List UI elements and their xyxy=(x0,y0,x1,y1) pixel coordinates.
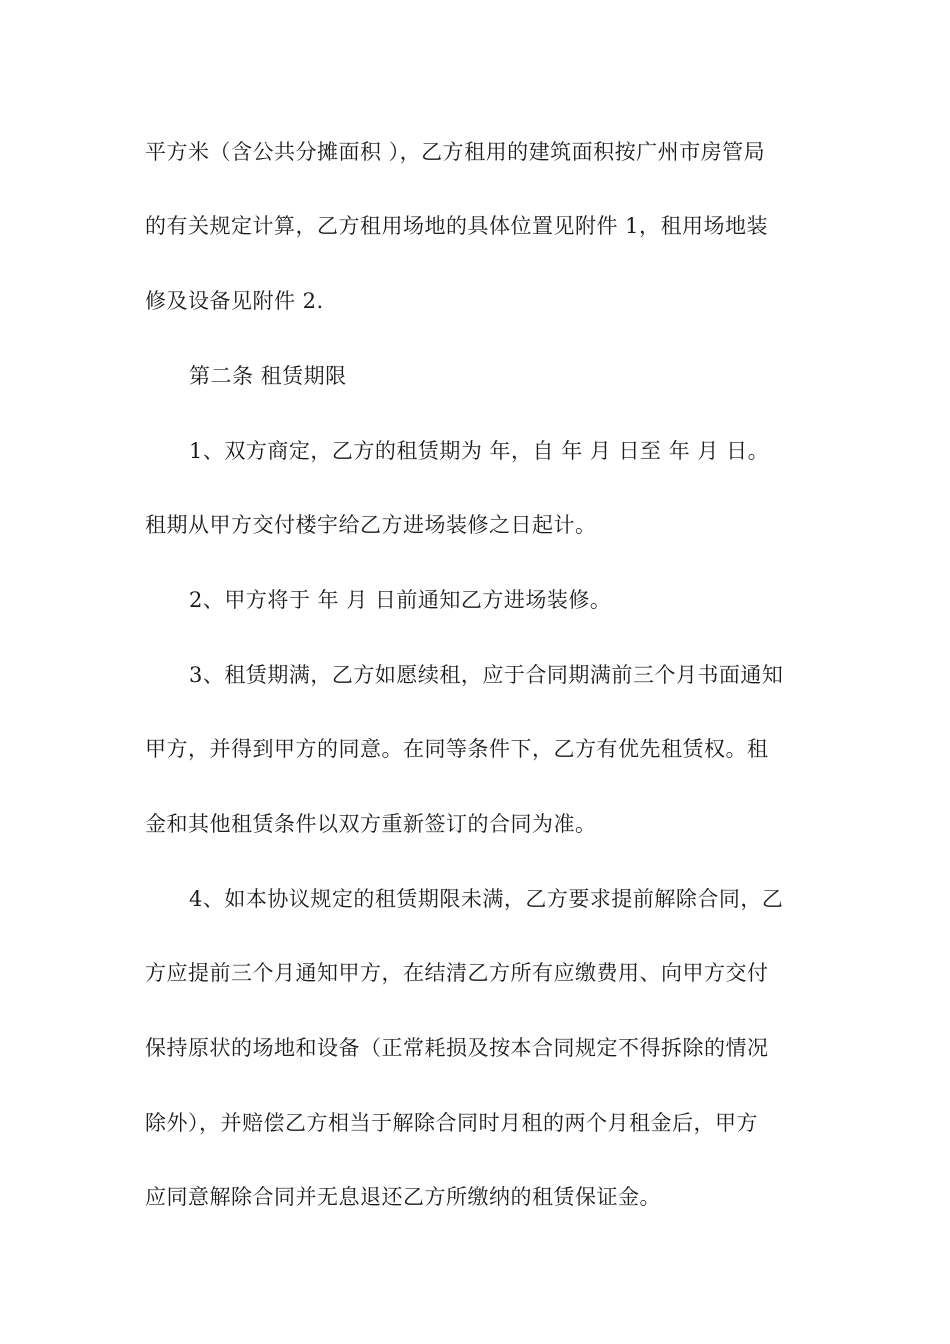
text-line: 的有关规定计算，乙方租用场地的具体位置见附件 1，租用场地装 xyxy=(145,214,769,238)
text-line: 应同意解除合同并无息退还乙方所缴纳的租赁保证金。 xyxy=(145,1185,661,1209)
text-line: 1、双方商定，乙方的租赁期为 年，自 年 月 日至 年 月 日。 xyxy=(189,439,770,463)
text-line: 保持原状的场地和设备（正常耗损及按本合同规定不得拆除的情况 xyxy=(145,1036,769,1060)
text-line: 金和其他租赁条件以双方重新签订的合同为准。 xyxy=(145,812,597,836)
section-heading: 第二条 租赁期限 xyxy=(189,364,347,388)
text-line: 租期从甲方交付楼宇给乙方进场装修之日起计。 xyxy=(145,513,597,537)
text-line: 3、租赁期满，乙方如愿续租，应于合同期满前三个月书面通知 xyxy=(189,663,784,687)
text-line: 方应提前三个月通知甲方，在结清乙方所有应缴费用、向甲方交付 xyxy=(145,961,769,985)
text-line: 除外），并赔偿乙方相当于解除合同时月租的两个月租金后，甲方 xyxy=(145,1111,758,1135)
text-line: 平方米（含公共分摊面积 ），乙方租用的建筑面积按广州市房管局 xyxy=(145,140,766,164)
text-line: 4、如本协议规定的租赁期限未满，乙方要求提前解除合同，乙 xyxy=(189,887,784,911)
text-line: 2、甲方将于 年 月 日前通知乙方进场装修。 xyxy=(189,588,612,612)
text-line: 甲方，并得到甲方的同意。在同等条件下，乙方有优先租赁权。租 xyxy=(145,737,769,761)
text-line: 修及设备见附件 2. xyxy=(145,289,324,313)
